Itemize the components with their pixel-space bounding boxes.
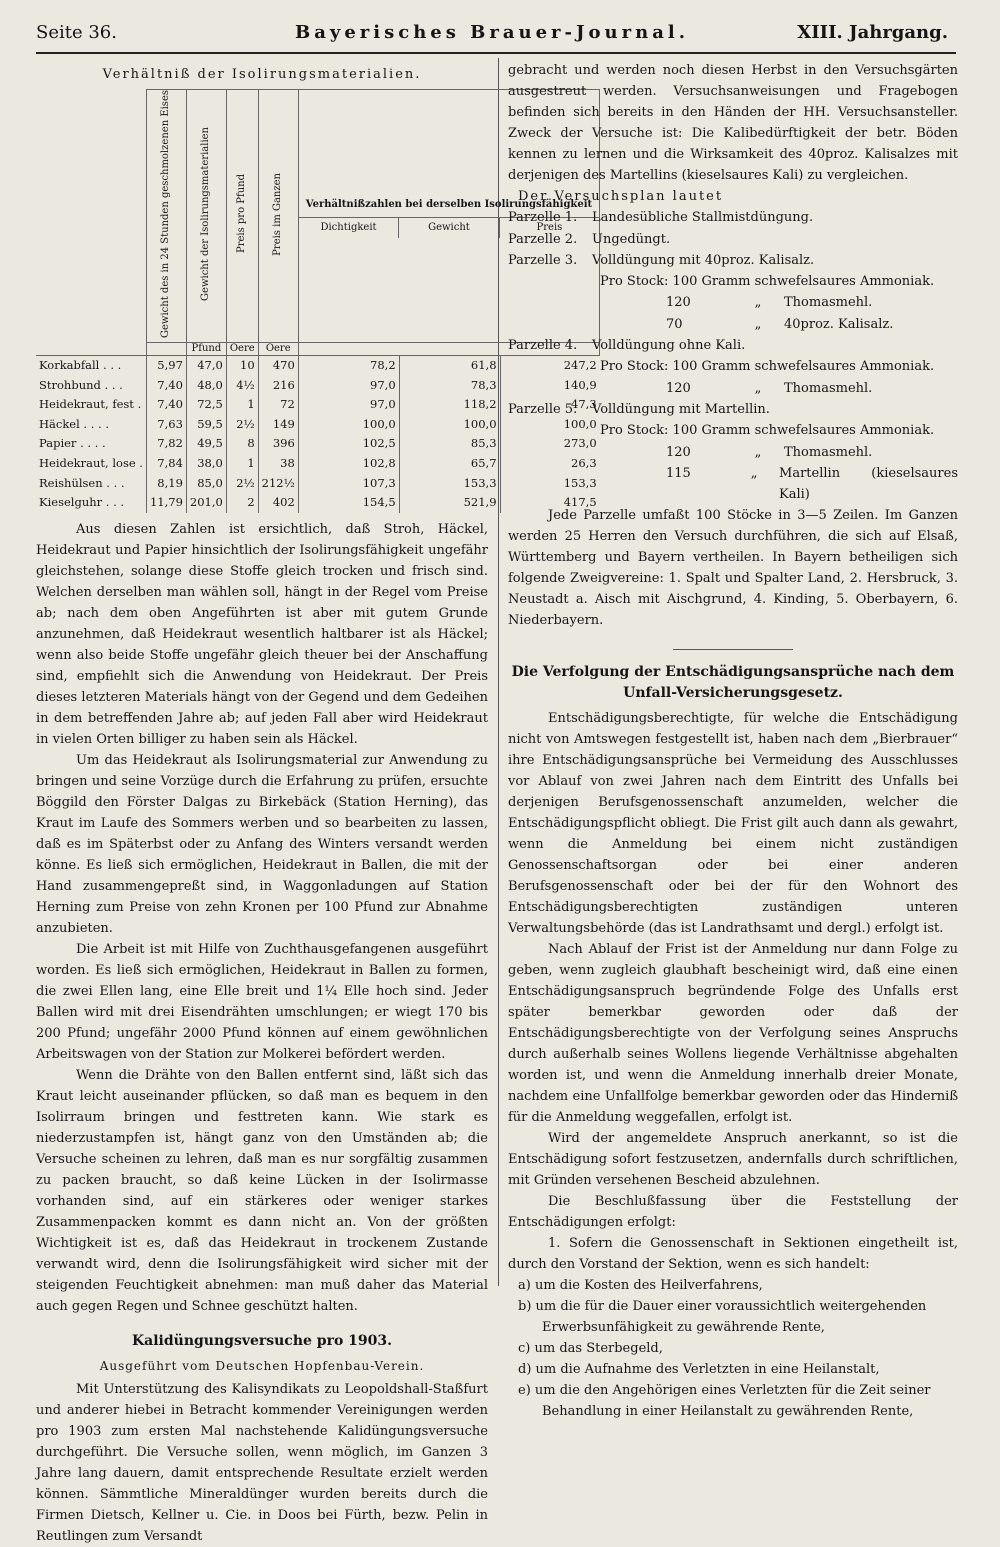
table-cell: 7,40 [146, 395, 186, 415]
table-cell: 72,5 [186, 395, 226, 415]
table-cell: 26,3 [500, 454, 600, 474]
table-cell: 212½ [258, 474, 298, 494]
table-cell: 521,9 [399, 493, 500, 513]
table-cell: 10 [226, 355, 258, 375]
plot-5-stock: Pro Stock: 100 Gramm schwefelsaures Ammoniak. [600, 423, 935, 439]
plot-3-kalisalz: 70 „ 40proz. Kalisalz. [666, 316, 894, 332]
list-item: a) um die Kosten des Heilverfahrens, [518, 1278, 763, 1294]
table-cell: 61,8 [399, 355, 500, 375]
table-cell: 201,0 [186, 493, 226, 513]
unit-empty [146, 342, 186, 355]
table-cell: 4½ [226, 376, 258, 396]
table-cell: 49,5 [186, 434, 226, 454]
table-corner [36, 90, 146, 356]
table-cell: 154,5 [298, 493, 399, 513]
material-name: Heidekraut, lose . [39, 455, 143, 470]
paragraph: Entschädigungsberechtigte, für welche die Entschädigung nicht von Amtswegen festgestellt ist, haben nach dem „Bierbrauer“ ihre Entschädigungsansprüche bei Vermeidung des Ausschlusses vor Ablauf von zwei Jahren nach dem Eintritt des Unfalls bei derjenigen Berufsgenossenschaft anzumelden, welcher die Entschädigungspflicht obliegt. Die Frist gilt auch dann als gewahrt, wenn die Anmeldung bei einem nicht zuständigen Genossenschaftsorgan oder bei einer anderen Berufsgenossenschaft oder bei der für den Wohnort des Entschädigungsberechtigten zuständigen unteren Verwaltungsbehörde (das ist Landrathsamt und dergl.) erfolgt ist. [508, 711, 958, 937]
table-cell: 85,0 [186, 474, 226, 494]
table-cell: 2½ [226, 415, 258, 435]
material-name: Heidekraut, fest . [39, 397, 142, 412]
section-separator [673, 649, 793, 650]
material-name: Kieselguhr . . . [39, 495, 125, 510]
th-weight-melt: Gewicht des in 24 Stunden geschmolzenen Eises [146, 90, 186, 343]
paragraph: Mit Unterstützung des Kalisyndikats zu Leopoldshall-Staßfurt und anderer hiebei in Betracht kommender Vereinigungen werden pro 1903 zum ersten Mal nachstehende Kalidüngungsversuche durchgeführt. Die Versuche sollen, wenn möglich, im Ganzen 3 Jahre lang dauern, damit entsprechende Resultate erzielt werden können. Sämmtliche Mineraldünger wurden bereits durch die Firmen Dietsch, Kellner u. Cie. in Doos bei Fürth, bezw. Pelin in Reutlingen zum Versandt [36, 1381, 488, 1544]
table-cell: 396 [258, 434, 298, 454]
page-header [36, 22, 948, 52]
unit-pfund: Pfund [186, 342, 226, 355]
plot-4: Parzelle 4. Volldüngung ohne Kali. [508, 338, 746, 354]
th-price: Preis [536, 222, 563, 234]
table-cell: 100,0 [500, 415, 600, 435]
table-cell: 5,97 [146, 355, 186, 375]
th-price-pound: Preis pro Pfund [226, 90, 258, 343]
table-cell: 72 [258, 395, 298, 415]
page-number: Seite 36. [36, 22, 117, 43]
header-rule [36, 52, 956, 54]
paragraph: Die Arbeit ist mit Hilfe von Zuchthausgefangenen ausgeführt worden. Es ließ sich ermöglichen, Heidekraut in Ballen zu formen, die zwei Ellen lang, eine Elle breit und 1¼ Elle hoch sind. Jeder Ballen wird mit drei Eisendrähten umschlungen; er wiegt 170 bis 200 Pfund; ungefähr 2000 Pfund können auf einem gewöhnlichen Arbeitswagen von der Station zur Molkerei befördert werden. [36, 941, 488, 1062]
right-column [508, 60, 958, 1422]
section-heading-kalidungung: Kalidüngungsversuche pro 1903. [131, 1332, 393, 1349]
table-cell: 1 [226, 395, 258, 415]
paragraph: Wird der angemeldete Anspruch anerkannt, so ist die Entschädigung sofort festzusetzen, andernfalls durch schriftlichen, mit Gründen versehenen Bescheid abzulehnen. [508, 1131, 958, 1189]
table-caption: Verhältniß der Isolirungsmaterialien. [102, 67, 422, 82]
table-cell: 7,40 [146, 376, 186, 396]
table-cell: 102,5 [298, 434, 399, 454]
table-cell: 107,3 [298, 474, 399, 494]
table-cell: 216 [258, 376, 298, 396]
table-cell: 1 [226, 454, 258, 474]
table-cell: 97,0 [298, 376, 399, 396]
paragraph: Um das Heidekraut als Isolirungsmaterial zur Anwendung zu bringen und seine Vorzüge durch die Erfahrung zu prüfen, ersuchte Böggild den Förster Dalgas zu Birkebäck (Station Herning), das Kraut im Laufe des Sommers werben und so bearbeiten zu lassen, daß es im Späterbst oder zu Anfang des Winters versandt werden könne. Es ließ sich ermöglichen, Heidekraut in Ballen, die mit der Hand zusammengepreßt sind, in Waggonladungen auf Station Herning zum Preise von zehn Kronen per 100 Pfund zur Abnahme anzubieten. [36, 752, 488, 936]
table-cell: 100,0 [399, 415, 500, 435]
list-item: e) um die den Angehörigen eines Verletzten für die Zeit seiner Behandlung in einer Heilanstalt zu gewährenden Rente, [518, 1383, 931, 1420]
table-cell: 102,8 [298, 454, 399, 474]
table-cell: 2 [226, 493, 258, 513]
plot-5: Parzelle 5. Volldüngung mit Martellin. [508, 401, 770, 417]
list-item: b) um die für die Dauer einer voraussichtlich weitergehenden Erwerbsunfähigkeit zu gewährende Rente, [518, 1299, 927, 1336]
table-cell: 118,2 [399, 395, 500, 415]
material-name: Reishülsen . . . [39, 475, 125, 490]
plot-4-stock: Pro Stock: 100 Gramm schwefelsaures Ammoniak. [600, 359, 935, 375]
journal-title: Bayerisches Brauer-Journal. [295, 22, 689, 43]
table-cell: 78,2 [298, 355, 399, 375]
th-weight-material: Gewicht der Isolirungsmaterialien [186, 90, 226, 343]
plot-3-thomas: 120 „ Thomasmehl. [666, 295, 873, 311]
plot-1: Parzelle 1. Landesübliche Stallmistdüngung. [508, 210, 814, 226]
table-cell: 8 [226, 434, 258, 454]
left-body-text [36, 519, 488, 1317]
paragraph: Nach Ablauf der Frist ist der Anmeldung nur dann Folge zu geben, wenn zugleich glaubhaft bescheinigt wird, daß eine einen Entschädigungsanspruch begründende Folge des Unfalls erst später bemerkbar geworden oder daß der Entschädigungsberechtigte von der Verfolgung seines Anspruchs durch außerhalb seines Wollens liegende Verhältnisse abgehalten worden ist, und wenn die Anmeldung innerhalb dreier Monate, nachdem eine Unfallfolge bemerkbar geworden oder das Hinderniß für die Anmeldung weggefallen, erfolgt ist. [508, 942, 958, 1126]
th-price-total: Preis im Ganzen [258, 90, 298, 343]
table-cell: 247,2 [500, 355, 600, 375]
material-name: Häckel . . . . [39, 416, 110, 431]
table-cell: 417,5 [500, 493, 600, 513]
list-item: d) um die Aufnahme des Verletzten in eine Heilanstalt, [518, 1362, 880, 1378]
table-cell: 273,0 [500, 434, 600, 454]
paragraph: Die Beschlußfassung über die Feststellung der Entschädigungen erfolgt: [508, 1194, 958, 1231]
section-heading-unfall-2: Unfall-Versicherungsgesetz. [623, 685, 843, 702]
plot-5-martellin: 115 „ Martellin (kieselsaures Kali) [666, 465, 959, 503]
unit-oere-2: Oere [258, 342, 298, 355]
table-cell: 7,63 [146, 415, 186, 435]
paragraph: Jede Parzelle umfaßt 100 Stöcke in 3—5 Zeilen. Im Ganzen werden 25 Herren den Versuch durchführen, die sich auf Elsaß, Württemberg und Bayern vertheilen. In Bayern betheiligen sich folgende Zweigvereine: 1. Spalt und Spalter Land, 2. Hersbruck, 3. Neustadt a. Aisch mit Aischgrund, 4. Kinding, 5. Oberbayern, 6. Niederbayern. [508, 508, 958, 629]
table-cell: 65,7 [399, 454, 500, 474]
th-density: Dichtigkeit [299, 218, 399, 238]
plot-5-thomas: 120 „ Thomasmehl. [666, 444, 873, 460]
table-cell: 149 [258, 415, 298, 435]
paragraph-continued: gebracht und werden noch diesen Herbst in den Versuchsgärten ausgestreut werden. Versuchsanweisungen und Fragebogen befinden sich bereits in den Händen der HH. Versuchsansteller. Zweck der Versuche ist: Die Kalibedürftigkeit der betr. Böden kennen zu lernen und die Wirksamkeit des 40proz. Kalisalzes mit derjenigen des Martellins (kieselsaures Kali) zu vergleichen. [508, 63, 958, 183]
table-cell: 100,0 [298, 415, 399, 435]
plot-3: Parzelle 3. Volldüngung mit 40proz. Kalisalz. [508, 252, 815, 268]
table-cell: 153,3 [500, 474, 600, 494]
plot-2: Parzelle 2. Ungedüngt. [508, 231, 671, 247]
table-cell: 153,3 [399, 474, 500, 494]
th-weight: Gewicht [399, 218, 499, 238]
table-cell: 47,0 [186, 355, 226, 375]
plot-3-stock: Pro Stock: 100 Gramm schwefelsaures Ammoniak. [600, 274, 935, 290]
table-cell: 78,3 [399, 376, 500, 396]
table-cell: 11,79 [146, 493, 186, 513]
material-name: Papier . . . . [39, 436, 106, 451]
section-subheading: Ausgeführt vom Deutschen Hopfenbau-Verein. [99, 1358, 425, 1373]
paragraph: 1. Sofern die Genossenschaft in Sektionen eingetheilt ist, durch den Vorstand der Sektion, wenn es sich handelt: [508, 1236, 958, 1273]
material-name: Strohbund . . . [39, 377, 123, 392]
table-cell: 8,19 [146, 474, 186, 494]
section-heading-unfall-1: Die Verfolgung der Entschädigungsansprüche nach dem [511, 664, 955, 681]
volume-year: XIII. Jahrgang. [797, 22, 948, 43]
material-name: Korkabfall . . . [39, 357, 122, 372]
table-cell: 97,0 [298, 395, 399, 415]
trial-plan [508, 186, 958, 505]
unit-oere-1: Oere [226, 342, 258, 355]
table-cell: 402 [258, 493, 298, 513]
table-cell: 140,9 [500, 376, 600, 396]
table-cell: 7,84 [146, 454, 186, 474]
paragraph: Wenn die Drähte von den Ballen entfernt sind, läßt sich das Kraut leicht auseinander pflücken, so daß man es bequem in den Isolirraum bringen und festtreten kann. Wie stark es niederzustampfen ist, hängt ganz von den Umständen ab; die Versuche scheinen zu lehren, daß man es nur sorgfältig zusammen zu packen braucht, so daß keine Lücken in der Isolirmasse vorhanden sind, auf ein stärkeres oder weniger starkes Zusammenpacken kommt es dann nicht an. Von der größten Wichtigkeit ist es, daß das Heidekraut in trockenem Zustande verwandt wird, denn die Isolirungsfähigkeit wird sicher mit der steigenden Feuchtigkeit abnehmen: man muß daher das Material auch gegen Regen und Schnee geschützt halten. [36, 1067, 488, 1314]
table-cell: 2½ [226, 474, 258, 494]
table-cell: 38,0 [186, 454, 226, 474]
th-ratio: Verhältnißzahlen bei derselben Isolirungsfähigkeit Dichtigkeit Gewicht Preis [298, 90, 599, 343]
table-cell: 470 [258, 355, 298, 375]
paragraph: Aus diesen Zahlen ist ersichtlich, daß Stroh, Häckel, Heidekraut und Papier hinsichtlich der Isolirungsfähigkeit ungefähr gleichstehen, solange diese Stoffe gleich trocken und frisch sind. Welchen derselben man wählen soll, hängt in der Regel vom Preise ab; nach dem oben Angeführten ist aber mit gutem Grunde anzunehmen, daß Heidekraut wesentlich haltbarer ist als Häckel; wenn also beide Stoffe ungefähr gleich theuer bei der Anschaffung sind, empfiehlt sich die Anwendung von Heidekraut. Der Preis dieses letzteren Materials hängt von der Gegend und dem Gedeihen in dem betreffenden Jahre ab; auf jeden Fall aber wird Heidekraut in vielen Orten billiger zu haben sein als Häckel. [36, 521, 488, 747]
table-cell: 7,82 [146, 434, 186, 454]
table-cell: 38 [258, 454, 298, 474]
plot-4-thomas: 120 „ Thomasmehl. [666, 380, 873, 396]
table-cell: 47,3 [500, 395, 600, 415]
table-cell: 85,3 [399, 434, 500, 454]
list-item: c) um das Sterbegeld, [518, 1341, 663, 1357]
table-cell: 48,0 [186, 376, 226, 396]
table-cell: 59,5 [186, 415, 226, 435]
plan-caption: Der Versuchsplan lautet [518, 189, 724, 204]
